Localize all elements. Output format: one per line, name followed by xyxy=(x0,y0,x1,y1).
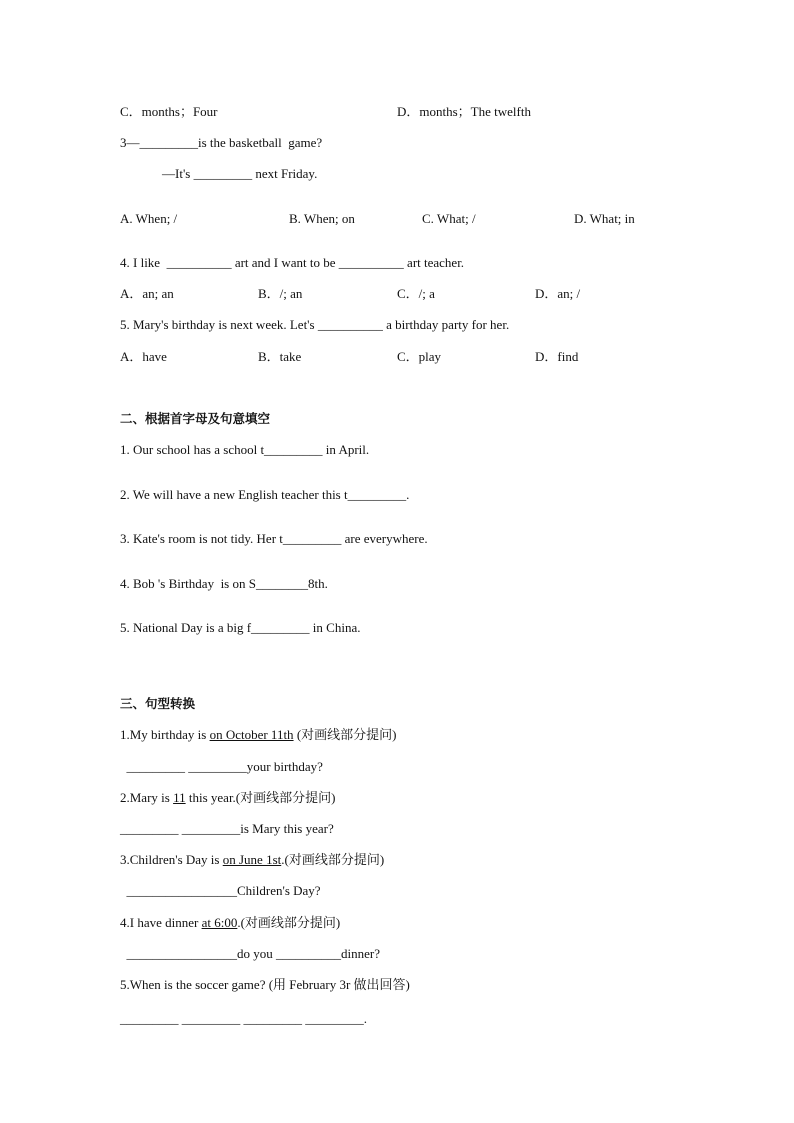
s3-q4-answer[interactable]: _________________do you __________dinner? xyxy=(120,946,380,961)
s3-q3-answer[interactable]: _________________Children's Day? xyxy=(120,883,321,898)
q3-blank-1[interactable]: _________ xyxy=(139,135,198,150)
s3-q3-underlined: on June 1st xyxy=(222,852,282,867)
s2-item-1[interactable]: 1. Our school has a school t_________ in April. xyxy=(120,442,370,457)
q4-option-c: C．/; a xyxy=(397,286,435,301)
s3-q2-underlined: 11 xyxy=(173,790,186,805)
q3-answer-line: —It's _________ next Friday. xyxy=(162,166,318,181)
q5-question: 5. Mary's birthday is next week. Let's __________ a birthday party for her. xyxy=(120,317,510,332)
q4-blank-1[interactable]: __________ xyxy=(166,255,232,270)
q5-option-c: C．play xyxy=(397,349,442,364)
q2-option-d: D．months；The twelfth xyxy=(397,104,531,119)
section-3-heading: 三、句型转换 xyxy=(120,696,196,711)
q5-blank[interactable]: __________ xyxy=(317,317,383,332)
s3-q2: 2.Mary is 11 this year.(对画线部分提问) xyxy=(120,790,336,805)
q3-option-d: D. What; in xyxy=(574,211,635,226)
s3-q5: 5.When is the soccer game? (用 February 3r 做出回答) xyxy=(120,977,410,992)
s3-q5-answer[interactable]: _________ _________ _________ _________. xyxy=(120,1011,367,1026)
q3-option-a: A. When; / xyxy=(120,211,178,226)
q4-option-b: B．/; an xyxy=(258,286,303,301)
q3-option-b: B. When; on xyxy=(289,211,355,226)
s3-q1-underlined: on October 11th xyxy=(209,727,294,742)
q5-option-d: D．find xyxy=(535,349,579,364)
q4-blank-2[interactable]: __________ xyxy=(338,255,404,270)
s2-item-2[interactable]: 2. We will have a new English teacher this t_________. xyxy=(120,487,410,502)
q4-option-a: A．an; an xyxy=(120,286,174,301)
s2-item-3[interactable]: 3. Kate's room is not tidy. Her t_________ are everywhere. xyxy=(120,531,428,546)
s3-q2-answer[interactable]: _________ _________is Mary this year? xyxy=(120,821,334,836)
s3-q4: 4.I have dinner at 6:00.(对画线部分提问) xyxy=(120,915,341,930)
q3-blank-2[interactable]: _________ xyxy=(193,166,253,181)
q3-option-c: C. What; / xyxy=(422,211,476,226)
s3-q1-answer[interactable]: _________ _________your birthday? xyxy=(120,759,323,774)
q2-option-c: C．months；Four xyxy=(120,104,218,119)
q4-question: 4. I like __________ art and I want to be __________ art teacher. xyxy=(120,255,465,270)
q5-option-b: B．take xyxy=(258,349,302,364)
q5-option-a: A．have xyxy=(120,349,167,364)
s3-q3: 3.Children's Day is on June 1st.(对画线部分提问) xyxy=(120,852,385,867)
s3-q1: 1.My birthday is on October 11th (对画线部分提问) xyxy=(120,727,397,742)
q3-question: 3—_________is the basketball game? xyxy=(120,135,323,150)
s3-q4-underlined: at 6:00 xyxy=(201,915,238,930)
s2-item-5[interactable]: 5. National Day is a big f_________ in China. xyxy=(120,620,361,635)
s2-item-4[interactable]: 4. Bob 's Birthday is on S________8th. xyxy=(120,576,328,591)
section-2-heading: 二、根据首字母及句意填空 xyxy=(120,411,271,426)
q4-option-d: D．an; / xyxy=(535,286,581,301)
